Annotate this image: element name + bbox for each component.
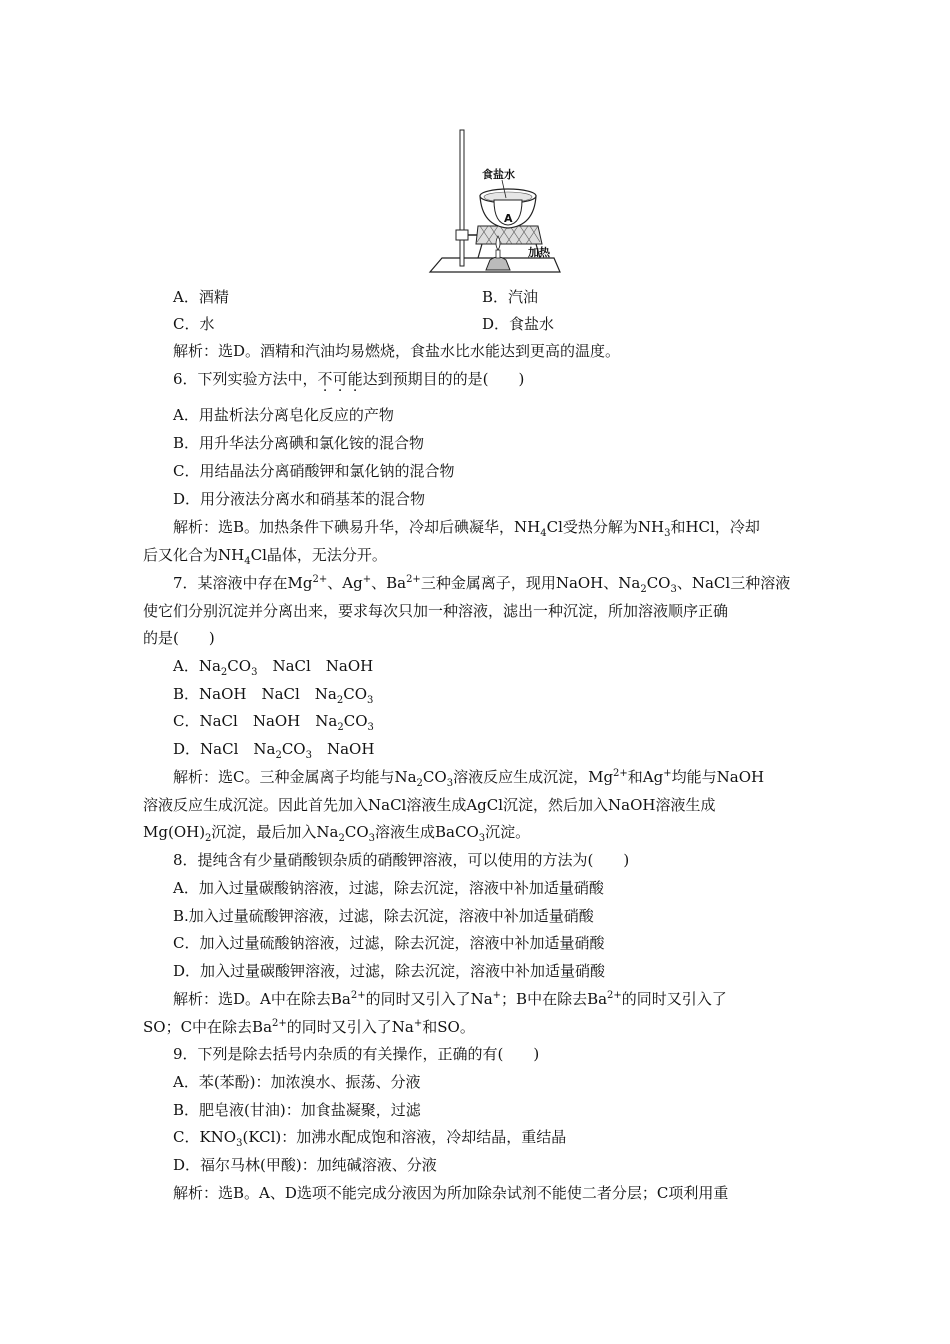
q8-option-c: C．加入过量硫酸钠溶液，过滤，除去沉淀，溶液中补加适量硝酸 xyxy=(173,934,605,952)
q6-analysis-line2: 后又化合为$NH_4Cl$晶体，无法分开。 xyxy=(143,546,387,567)
q9-option-a: A．苯(苯酚)：加浓溴水、振荡、分液 xyxy=(173,1073,421,1091)
apparatus-figure xyxy=(420,126,570,286)
q7-option-c: C．NaCl NaOH $Na_2CO_3$ xyxy=(173,712,374,733)
q6-analysis-line1: 解析：选B。加热条件下碘易升华，冷却后碘凝华，$NH_4Cl$受热分解为$NH_3$和HCl，冷却 xyxy=(173,518,760,539)
q7-option-d: D．NaCl $Na_2CO_3$ NaOH xyxy=(173,740,375,761)
q5-option-c: C．水 xyxy=(173,315,215,333)
q7-stem-line1: 7．某溶液中存在$Mg^{2+}$、Ag+、$Ba^{2+}$三种金属离子，现用NaOH、$Na_2CO_3$、NaCl三种溶液 xyxy=(173,574,791,595)
q7-option-b: B．NaOH NaCl $Na_2CO_3$ xyxy=(173,685,374,706)
q8-option-d: D．加入过量碳酸钾溶液，过滤，除去沉淀，溶液中补加适量硝酸 xyxy=(173,962,606,980)
vessel-a-label: A xyxy=(504,212,513,225)
clamp xyxy=(456,230,468,240)
q9-option-b: B．肥皂液(甘油)：加食盐凝聚，过滤 xyxy=(173,1101,421,1119)
q7-analysis-line3: $Mg(OH)_2$沉淀，最后加入$Na_2CO_3$溶液生成BaCO$_3$沉淀。 xyxy=(143,823,531,844)
stand-rod xyxy=(460,130,464,266)
q8-analysis-line1: 解析：选D。A中在除去$Ba^{2+}$的同时又引入了Na+；B中在除去$Ba^{2+}$的同时又引入了 xyxy=(173,990,727,1008)
salt-water-label: 食盐水 xyxy=(482,168,515,181)
q9-option-d: D．福尔马林(甲酸)：加纯碱溶液、分液 xyxy=(173,1156,437,1174)
q9-option-c: C．$KNO_3(KCl)$：加沸水配成饱和溶液，冷却结晶，重结晶 xyxy=(173,1128,567,1149)
q9-stem: 9．下列是除去括号内杂质的有关操作，正确的有( ) xyxy=(173,1045,540,1063)
q8-stem: 8．提纯含有少量硝酸钡杂质的硝酸钾溶液，可以使用的方法为( ) xyxy=(173,851,630,869)
q6-option-a: A．用盐析法分离皂化反应的产物 xyxy=(173,406,394,424)
q5-analysis: 解析：选D。酒精和汽油均易燃烧，食盐水比水能达到更高的温度。 xyxy=(173,342,621,360)
q7-option-a: A．$Na_2CO_3$ NaCl NaOH xyxy=(173,657,374,678)
q6-option-d: D．用分液法分离水和硝基苯的混合物 xyxy=(173,490,426,508)
q7-analysis-line2: 溶液反应生成沉淀。因此首先加入NaCl溶液生成AgCl沉淀，然后加入NaOH溶液生成 xyxy=(143,796,716,814)
q8-analysis-line2: SO；C中在除去$Ba^{2+}$的同时又引入了Na+和SO。 xyxy=(143,1018,475,1036)
q6-option-c: C．用结晶法分离硝酸钾和氯化钠的混合物 xyxy=(173,462,455,480)
q9-analysis: 解析：选B。A、D选项不能完成分液因为所加除杂试剂不能使二者分层；C项利用重 xyxy=(173,1184,729,1202)
q7-stem-line2: 使它们分别沉淀并分离出来，要求每次只加一种溶液，滤出一种沉淀，所加溶液顺序正确 xyxy=(143,602,729,620)
q6-stem: 6．下列实验方法中，不可能达到预期目的的是( ) xyxy=(173,370,525,388)
q5-option-a: A．酒精 xyxy=(173,288,229,306)
q5-option-d: D．食盐水 xyxy=(482,315,555,333)
q8-option-b: B.加入过量硫酸钾溶液，过滤，除去沉淀，溶液中补加适量硝酸 xyxy=(173,907,594,925)
q6-option-b: B．用升华法分离碘和氯化铵的混合物 xyxy=(173,434,425,452)
q7-stem-line3: 的是( ) xyxy=(143,629,215,647)
q5-option-b: B．汽油 xyxy=(482,288,539,306)
q7-analysis-line1: 解析：选C。三种金属离子均能与$Na_2CO_3$溶液反应生成沉淀，$Mg^{2+}$和Ag+均能与NaOH xyxy=(173,768,765,789)
q8-option-a: A．加入过量碳酸钠溶液，过滤，除去沉淀，溶液中补加适量硝酸 xyxy=(173,879,604,897)
heat-label: 加热 xyxy=(528,246,550,259)
